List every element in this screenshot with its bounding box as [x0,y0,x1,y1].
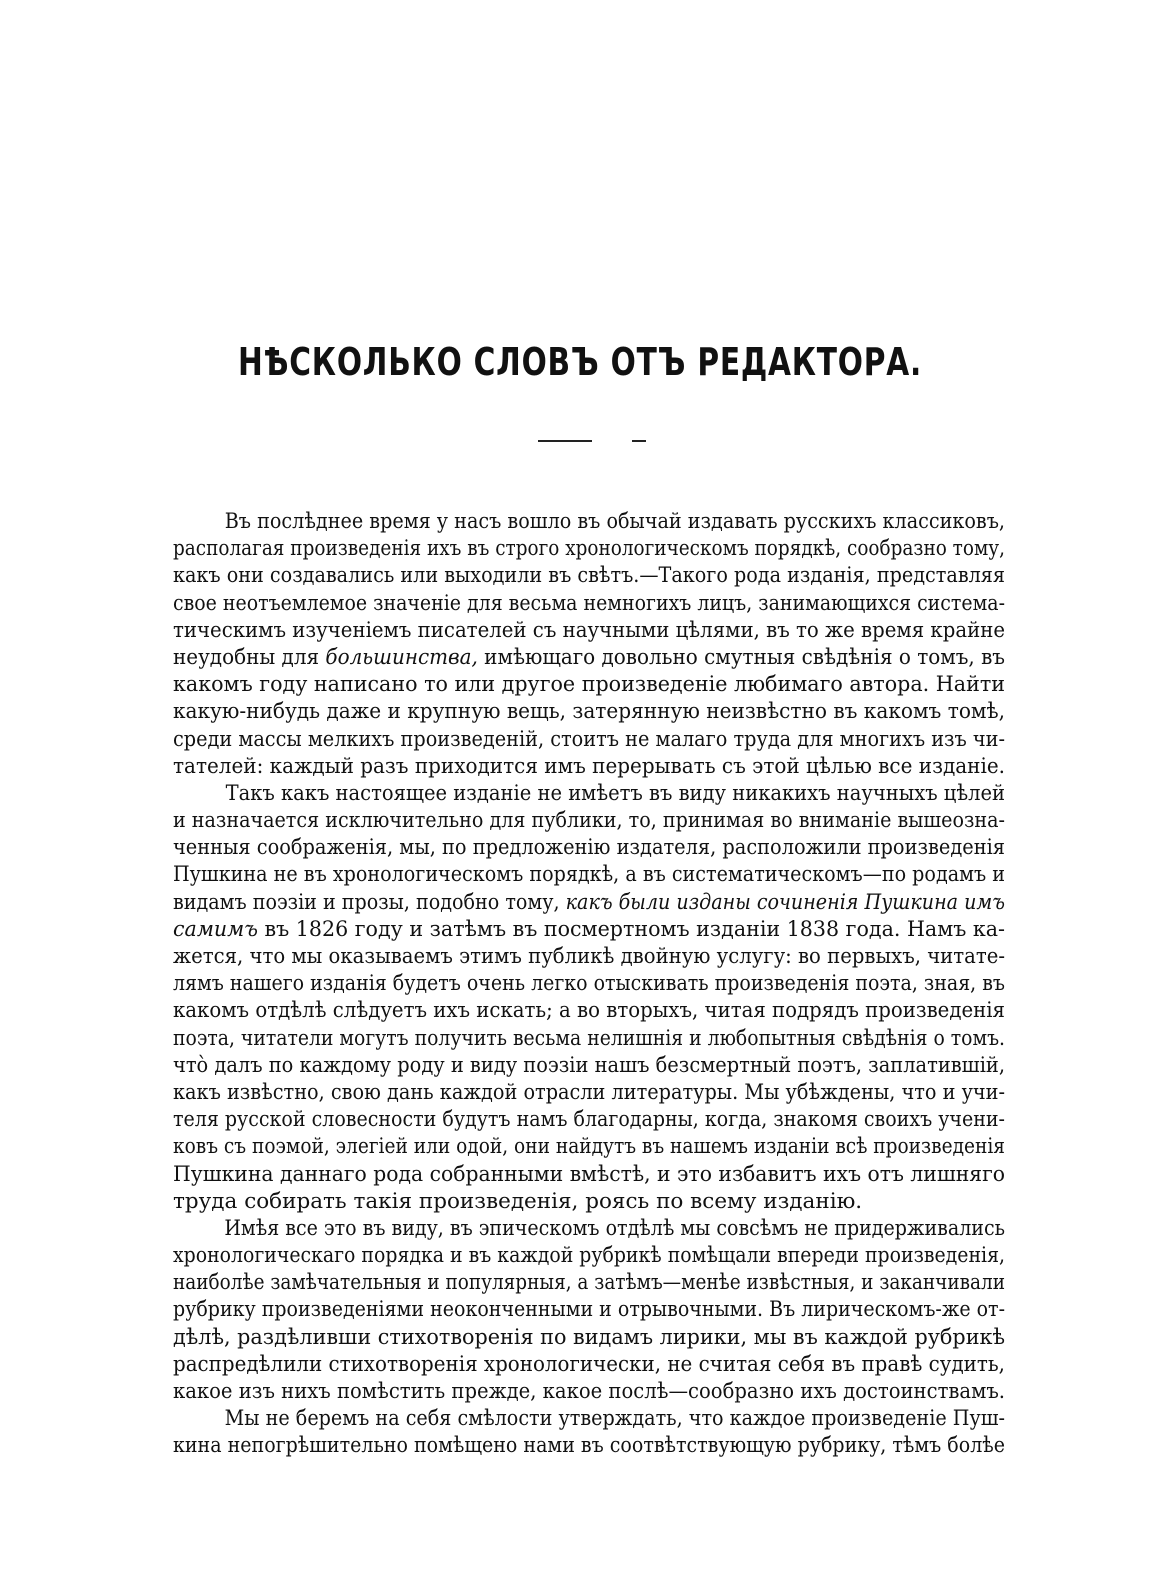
text-line-content: какую-нибудь даже и крупную вещь, затерянную неизвѣстно въ какомъ томѣ, [173,699,1005,725]
text-line [173,1188,1005,1215]
text-line-content: тателей: каждый разъ приходится имъ перерывать съ этой цѣлью все изданіе. [173,753,1005,779]
text-line-content: Мы не беремъ на себя смѣлости утверждать, что каждое произведеніе Пуш- [224,1406,1006,1432]
text-line-content: Въ послѣднее время у насъ вошло въ обычай издавать русскихъ классиковъ, [224,509,1006,534]
text-line [173,1025,1005,1052]
text-line-content: ковъ съ поэмой, элегіей или одой, они найдутъ въ нашемъ изданіи всѣ произведенія [173,1134,1005,1160]
text-line [173,562,1005,589]
text-line-content: ченныя соображенія, мы, по предложенію издателя, расположили произведенія [173,835,1005,861]
paragraph-2 [173,780,1005,1215]
text-line-content: какое изъ нихъ помѣстить прежде, какое послѣ—сообразно ихъ достоинствамъ. [173,1379,1005,1404]
text-line [173,644,1005,671]
text-line-content: рубрику произведеніями неоконченными и отрывочными. Въ лирическомъ-же от- [173,1297,1005,1323]
text-line [173,698,1005,725]
page-title: НѢСКОЛЬКО СЛОВЪ ОТЪ РЕДАКТОРА. [238,340,923,384]
text-line [173,1405,1005,1432]
text-line-content: какъ они создавались или выходили въ свѣтъ.—Такого рода изданія, представляя [173,563,1005,589]
text-line-content [173,889,1005,916]
text-line-content: Пушкина даннаго рода собранными вмѣстѣ, и это избавитъ ихъ отъ лишняго [173,1161,1005,1187]
text-line-content: теля русской словесности будутъ намъ благодарны, когда, знакомя своихъ учени- [173,1107,1005,1133]
italic-segment: самимъ [173,916,258,942]
text-line-content: какъ извѣстно, свою дань каждой отрасли литературы. Мы убѣждены, что и учи- [173,1079,1005,1105]
paragraph-1 [173,508,1005,780]
text-segment: въ 1826 году и затѣмъ въ посмертномъ изданіи 1838 года. Намъ ка- [257,916,1005,942]
text-line [173,1133,1005,1160]
text-line [173,726,1005,753]
text-line [173,889,1005,916]
text-line-content [173,644,1005,671]
ornament-dash-short [632,440,646,442]
text-line [173,1324,1005,1351]
text-line [173,943,1005,970]
text-line-content: какомъ отдѣлѣ слѣдуетъ ихъ искать; а во вторыхъ, читая подрядъ произведенія [173,998,1005,1024]
title-ornament-rule [538,440,648,444]
text-line [173,1269,1005,1296]
italic-segment: большинства, [325,644,478,670]
text-line [173,916,1005,943]
text-line-content: распредѣлили стихотворенія хронологически, не считая себя въ правѣ судить, [173,1351,1005,1377]
text-line [173,671,1005,698]
text-line [173,861,1005,888]
text-line-content: жется, что мы оказываемъ этимъ публикѣ двойную услугу: во первыхъ, читате- [173,944,1005,969]
text-line-content: поэта, читатели могутъ получить весьма нелишнія и любопытныя свѣдѣнія о томъ. [173,1025,1005,1051]
text-line-content: Пушкина не въ хронологическомъ порядкѣ, а въ систематическомъ—по родамъ и [173,862,1005,888]
paragraph-3 [173,1215,1005,1405]
text-line-content: Такъ какъ настоящее изданіе не имѣетъ въ виду никакихъ научныхъ цѣлей [225,780,1005,806]
text-line [173,997,1005,1024]
italic-segment: какъ были изданы сочиненія Пушкина имъ [565,889,1005,915]
text-line [173,1052,1005,1079]
text-line-content: дѣлѣ, раздѣливши стихотворенія по видамъ лирики, мы въ каждой рубрикѣ [173,1324,1005,1350]
text-line [173,1079,1005,1106]
text-line [173,1378,1005,1405]
text-line [173,753,1005,780]
text-line [173,834,1005,861]
text-segment: видамъ поэзіи и прозы, подобно тому, [173,889,566,915]
ornament-dash-long [538,440,592,442]
text-segment: неудобны для [173,644,326,670]
text-line [173,590,1005,617]
text-line [173,1351,1005,1378]
text-segment: имѣющаго довольно смутныя свѣдѣнія о томъ, въ [477,644,1006,670]
text-line [173,1296,1005,1323]
text-line-content: свое неотъемлемое значеніе для весьма немногихъ лицъ, занимающихся система- [173,590,1005,616]
paragraph-4 [173,1405,1005,1459]
text-line [173,1161,1005,1188]
text-line-content: чтò далъ по каждому роду и виду поэзіи нашъ безсмертный поэтъ, заплатившій, [173,1052,1005,1078]
text-line-content: труда собирать такія произведенія, роясь по всему изданію. [173,1188,863,1214]
text-line-content: наиболѣе замѣчательныя и популярныя, а затѣмъ—менѣе извѣстныя, и заканчивали [173,1270,1005,1296]
text-line [173,508,1005,535]
text-line [173,970,1005,997]
text-line [173,1432,1005,1459]
text-line-content: какомъ году написано то или другое произведеніе любимаго автора. Найти [173,672,1005,698]
text-line-content: хронологическаго порядка и въ каждой рубрикѣ помѣщали впереди произведенія, [173,1243,1005,1269]
text-line-content [173,916,1005,943]
text-line-content: среди массы мелкихъ произведеній, стоитъ не малаго труда для многихъ изъ чи- [173,726,1005,752]
text-line [173,1106,1005,1133]
text-line-content: кина непогрѣшительно помѣщено нами въ соотвѣтствующую рубрику, тѣмъ болѣе [173,1433,1005,1459]
text-line-content: Имѣя все это въ виду, въ эпическомъ отдѣлѣ мы совсѣмъ не придерживались [224,1215,1005,1241]
text-line-content: лямъ нашего изданія будетъ очень легко отыскивать произведенія поэта, зная, въ [173,971,1005,997]
text-line [173,617,1005,644]
text-line [173,780,1005,807]
text-line [173,807,1005,834]
text-line [173,1242,1005,1269]
text-line [173,535,1005,562]
text-line-content: располагая произведенія ихъ въ строго хронологическомъ порядкѣ, сообразно тому, [173,536,1005,562]
body-text [173,508,1005,1460]
text-line-content: и назначается исключительно для публики, то, принимая во вниманіе вышеозна- [173,808,1005,834]
text-line-content: тическимъ изученіемъ писателей съ научными цѣлями, въ то же время крайне [173,617,1005,643]
text-line [173,1215,1005,1242]
